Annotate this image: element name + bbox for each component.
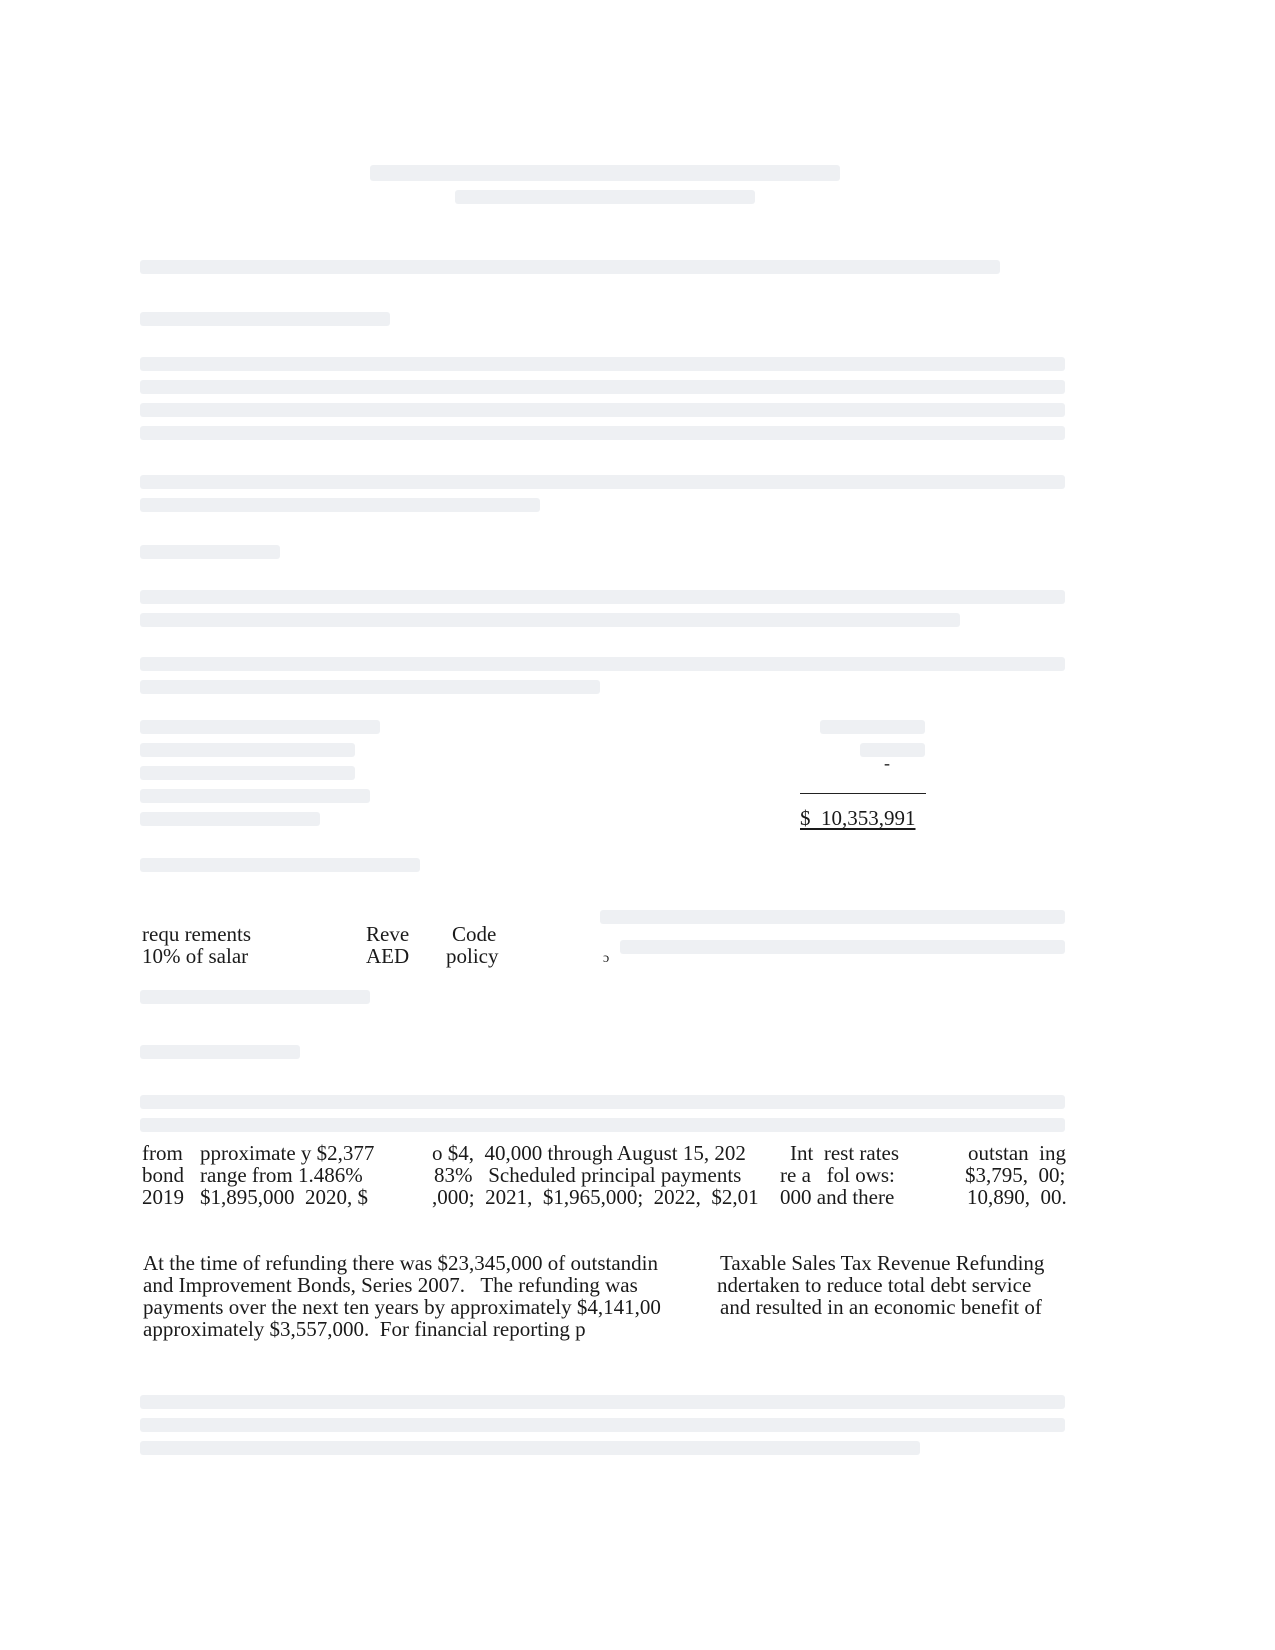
- bond-col1-line3: 2019: [142, 1185, 184, 1209]
- total-rule: [800, 793, 926, 794]
- refunding-left-line1: At the time of refunding there was $23,345,000 of outstandin: [143, 1251, 658, 1275]
- faint-paragraph-line: [140, 590, 1065, 604]
- faint-paragraph-line: [140, 680, 600, 694]
- bond-col2-line2: range from 1.486%: [200, 1163, 363, 1187]
- policy-col3-line2: policy: [446, 944, 499, 968]
- faint-paragraph-line: [140, 426, 1065, 440]
- refunding-left-line2: and Improvement Bonds, Series 2007. The refunding was: [143, 1273, 638, 1297]
- faint-paragraph-line: [140, 475, 1065, 489]
- faint-list-value: [820, 720, 925, 734]
- refunding-left-line4: approximately $3,557,000. For financial reporting p: [143, 1317, 586, 1341]
- faint-heading: [140, 858, 420, 872]
- faint-paragraph-line: [140, 1441, 920, 1455]
- faint-heading: [140, 1045, 300, 1059]
- bond-col3-line3: ,000; 2021, $1,965,000; 2022, $2,01: [432, 1185, 759, 1209]
- faint-list-line: [140, 789, 370, 803]
- dash-mark: -: [884, 753, 890, 773]
- bond-col2-line1: pproximate y $2,377: [200, 1141, 375, 1165]
- bond-col5-line3: 10,890, 00.: [967, 1185, 1067, 1209]
- policy-col1-line2: 10% of salar: [142, 944, 249, 968]
- faint-paragraph-line: [140, 380, 1065, 394]
- faint-paragraph-line: [140, 357, 1065, 371]
- faint-list-line: [140, 720, 380, 734]
- faint-paragraph-line: [140, 260, 1000, 274]
- bond-col4-line2: re a fol ows:: [780, 1163, 895, 1187]
- bond-col4-line3: 000 and there: [780, 1185, 895, 1209]
- bond-col3-line2: 83% Scheduled principal payments: [434, 1163, 742, 1187]
- faint-list-line: [140, 766, 355, 780]
- bond-col4-line1: Int rest rates: [790, 1141, 900, 1165]
- faint-paragraph-line: [140, 1118, 1065, 1132]
- faint-heading: [140, 545, 280, 559]
- refunding-left-line3: payments over the next ten years by approximately $4,141,00: [143, 1295, 661, 1319]
- faint-paragraph-line: [140, 1095, 1065, 1109]
- faint-paragraph-line: [140, 1418, 1065, 1432]
- refunding-right-line1: Taxable Sales Tax Revenue Refunding: [720, 1251, 1045, 1275]
- bond-col1-line1: from: [142, 1141, 183, 1165]
- faint-list-value: [860, 743, 925, 757]
- total-amount: $ 10,353,991: [800, 806, 916, 830]
- faint-paragraph-line: [140, 403, 1065, 417]
- policy-stray-mark: ɔ: [603, 951, 610, 966]
- bond-col2-line3: $1,895,000 2020, $: [200, 1185, 368, 1209]
- policy-col1-line1: requ rements: [142, 922, 252, 946]
- bond-col3-line1: o $4, 40,000 through August 15, 202: [432, 1141, 746, 1165]
- faint-paragraph-line: [620, 940, 1065, 954]
- faint-list-line: [140, 812, 320, 826]
- refunding-right-line2: ndertaken to reduce total debt service: [717, 1273, 1032, 1297]
- faint-paragraph-line: [600, 910, 1065, 924]
- refunding-right-line3: and resulted in an economic benefit of: [720, 1295, 1042, 1319]
- faint-paragraph-line: [140, 990, 370, 1004]
- faint-paragraph-line: [140, 613, 960, 627]
- faint-list-line: [140, 743, 355, 757]
- bond-col1-line2: bond: [142, 1163, 184, 1187]
- faint-paragraph-line: [140, 498, 540, 512]
- faint-header-line-2: [455, 190, 755, 204]
- bond-col5-line1: outstan ing: [968, 1141, 1066, 1165]
- policy-col2-line1: Reve: [366, 922, 410, 946]
- faint-header-line-1: [370, 165, 840, 181]
- policy-col3-line1: Code: [452, 922, 497, 946]
- faint-heading: [140, 312, 390, 326]
- faint-paragraph-line: [140, 657, 1065, 671]
- bond-col5-line2: $3,795, 00;: [965, 1163, 1066, 1187]
- faint-paragraph-line: [140, 1395, 1065, 1409]
- policy-col2-line2: AED: [366, 944, 410, 968]
